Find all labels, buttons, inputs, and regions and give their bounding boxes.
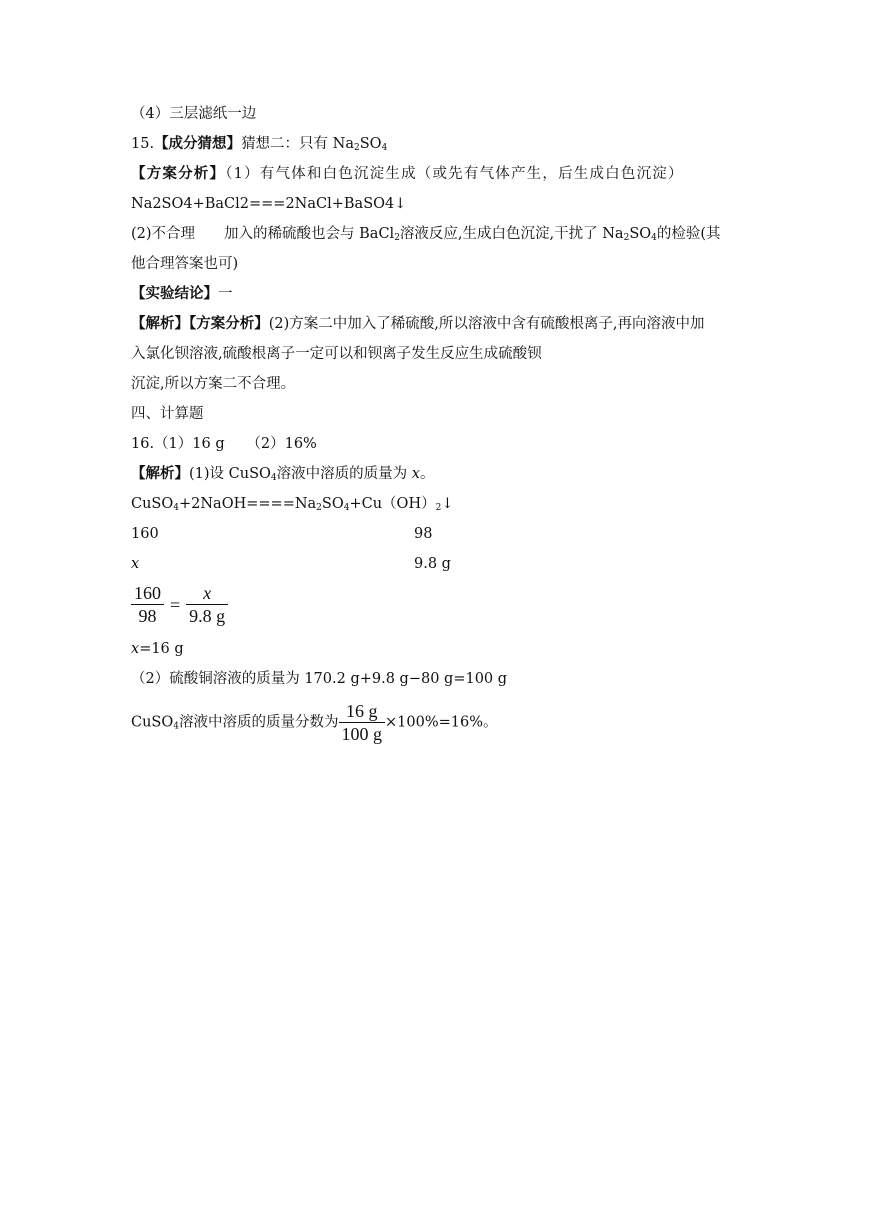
bold-heading: 【成分猜想】 (154, 135, 242, 152)
text: 98 (414, 526, 433, 542)
analysis-line (131, 314, 789, 334)
subscript: 2 (394, 233, 400, 243)
text: SO (629, 226, 652, 242)
subscript: 4 (173, 721, 179, 732)
text: （1）有气体和白色沉淀生成（或先有气体产生，后生成白色沉淀） (225, 166, 684, 182)
explanation-line (131, 224, 789, 244)
proportion-equation (131, 582, 789, 627)
analysis-line-3 (131, 374, 789, 394)
section-heading-calculation (131, 404, 789, 424)
text: 9.8 g (414, 556, 451, 572)
mass-fraction-line (131, 700, 789, 745)
mass-row (131, 554, 789, 574)
molar-mass-row (131, 524, 789, 544)
variable-x: x (411, 466, 420, 482)
text: (1)设 CuSO (189, 466, 271, 482)
subscript: 4 (173, 503, 179, 513)
subscript: 2 (354, 143, 360, 153)
bold-heading: 【解析】 (131, 465, 189, 482)
text: 一 (218, 286, 233, 302)
result-x-line (131, 639, 789, 659)
reaction-equation-line (131, 194, 789, 214)
numerator: x (203, 583, 212, 603)
text: SO (321, 496, 344, 512)
text: 16.（1）16 g （2）16% (131, 436, 317, 452)
denominator: 100 g (341, 724, 382, 744)
q16-analysis-line (131, 464, 789, 484)
chemical-equation: Na2SO4+BaCl2===2NaCl+BaSO4↓ (131, 196, 407, 212)
subscript: 4 (343, 503, 350, 513)
numerator: 160 (134, 583, 161, 603)
text: +2NaOH====Na (179, 496, 317, 512)
text: 溶液中溶质的质量为 (276, 466, 412, 482)
subscript: 4 (270, 473, 277, 483)
text: 。 (419, 466, 435, 482)
bold-heading: 【解析】【方案分析】 (131, 315, 269, 332)
plan-analysis-line (131, 164, 789, 184)
analysis-line-2 (131, 344, 789, 364)
bold-heading: 【方案分析】 (131, 165, 226, 182)
question-number: 15. (131, 136, 155, 152)
equals-sign: = (170, 594, 181, 615)
text: ↓ (441, 496, 454, 512)
denominator: 98 (138, 606, 157, 626)
text: （2）硫酸铜溶液的质量为 170.2 g+9.8 g−80 g=100 g (131, 671, 508, 687)
explanation-line-cont (131, 254, 789, 274)
text: (2)不合理 加入的稀硫酸也会与 BaCl (131, 226, 395, 242)
subscript: 2 (623, 233, 630, 243)
text: 他合理答案也可) (131, 256, 239, 272)
bold-heading: 【实验结论】 (131, 285, 218, 302)
text: 入氯化钡溶液,硫酸根离子一定可以和钡离子发生反应生成硫酸钡 (131, 346, 542, 362)
conclusion-line (131, 284, 789, 304)
text: SO (359, 136, 382, 152)
fraction-16g-100g (339, 700, 386, 745)
text: CuSO (131, 496, 174, 512)
text: (2)方案二中加入了稀硫酸,所以溶液中含有硫酸根离子,再向溶液中加 (268, 316, 705, 332)
text: 溶液反应,生成白色沉淀,干扰了 Na (399, 226, 624, 242)
text: 160 (131, 526, 159, 542)
q16-equation-line (131, 494, 789, 514)
q16-answer-line (131, 434, 789, 454)
text: ×100%=16%。 (385, 714, 498, 731)
variable-x: x (131, 556, 140, 572)
text: =16 g (139, 641, 184, 657)
text: 溶液中溶质的质量分数为 (179, 714, 339, 731)
subscript: 4 (381, 143, 388, 153)
subscript: 2 (435, 503, 442, 513)
solution-mass-line (131, 669, 789, 689)
fraction-x-9.8g (186, 582, 228, 627)
text: 沉淀,所以方案二不合理。 (131, 376, 296, 392)
variable-x: x (131, 641, 140, 657)
text: （4）三层滤纸一边 (131, 106, 257, 122)
text: 的检验(其 (656, 226, 721, 242)
subscript: 4 (651, 233, 657, 243)
answer-line-4 (131, 104, 789, 124)
text: 猜想二：只有 Na (241, 136, 355, 152)
numerator: 16 g (346, 701, 378, 721)
text: 四、计算题 (131, 406, 204, 422)
subscript: 2 (316, 503, 322, 513)
text: +Cu（OH） (349, 496, 436, 512)
fraction-160-98 (131, 582, 164, 627)
denominator: 9.8 g (189, 606, 226, 626)
text: CuSO (131, 714, 174, 731)
q15-hypothesis-line (131, 134, 789, 154)
